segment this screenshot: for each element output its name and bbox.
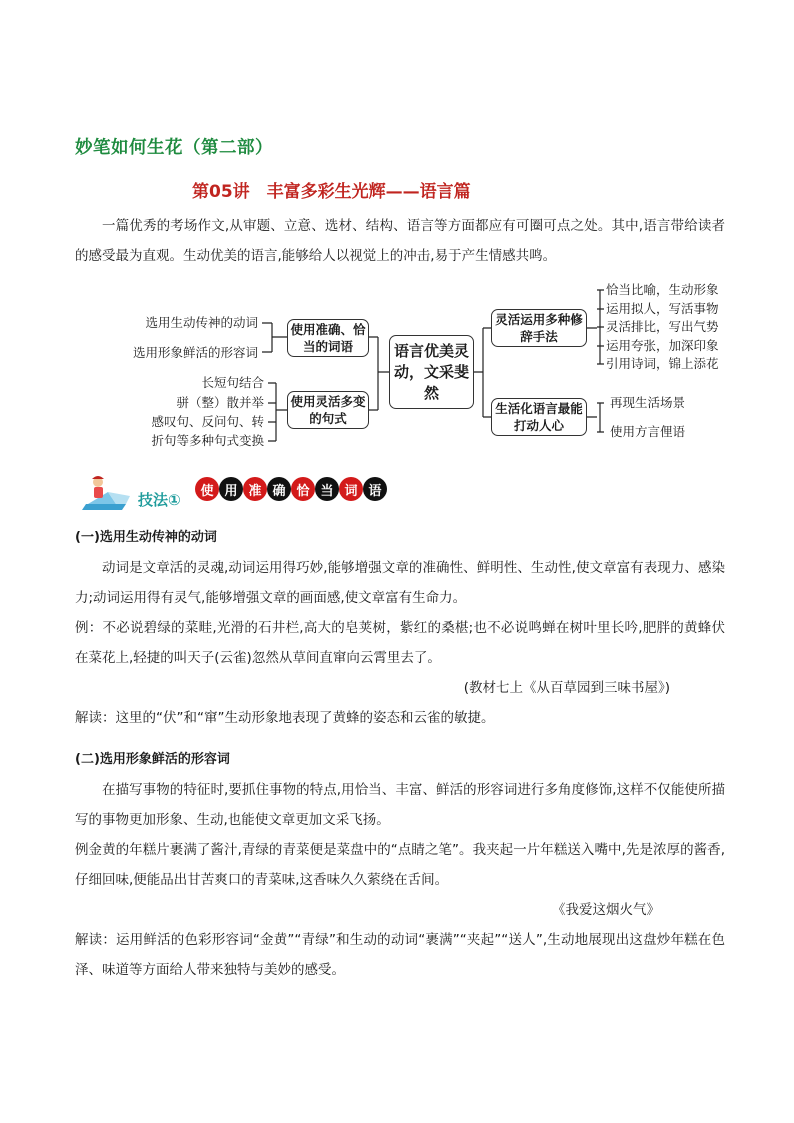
technique-char: 用 bbox=[219, 477, 243, 501]
leaf-life-scenes: 再现生活场景 bbox=[610, 395, 686, 410]
series-title: 妙笔如何生花（第二部） bbox=[75, 138, 273, 158]
technique-char: 准 bbox=[243, 477, 267, 501]
intro-text: 一篇优秀的考场作文,从审题、立意、选材、结构、语言等方面都应有可圈可点之处。其中,语言带给读者的感受最为直观。生动优美的语言,能够给人以视觉上的冲击,易于产生情感共鸣。 bbox=[75, 218, 725, 264]
leaf-quotation: 引用诗词，锦上添花 bbox=[606, 356, 719, 371]
technique-label: 技法① bbox=[138, 491, 181, 509]
leaf-adjectives: 选用形象鲜活的形容词 bbox=[132, 345, 258, 360]
leaf-dialect: 使用方言俚语 bbox=[610, 424, 686, 439]
node-rhetoric: 灵活运用多种修辞手法 bbox=[491, 309, 587, 347]
section-heading: (一)选用生动传神的动词 bbox=[75, 530, 217, 545]
section-analysis: 解读：运用鲜活的色彩形容词“金黄”“青绿”和生动的动词“裹满”“夹起”“送人”,生动地展现出这盘炒年糕在色泽、味道等方面给人带来独特与美妙的感受。 bbox=[75, 932, 725, 978]
node-everyday-language: 生活化语言最能打动人心 bbox=[491, 398, 587, 436]
node-center: 语言优美灵动，文采斐然 bbox=[389, 335, 474, 409]
leaf-exaggeration: 运用夸张，加深印象 bbox=[606, 338, 719, 353]
section-example: 例金黄的年糕片裹满了酱汁,青绿的青菜便是菜盘中的“点睛之笔”。我夹起一片年糕送入嘴中,先是浓厚的酱香,仔细回味,便能品出甘苦爽口的青菜味,这香味久久萦绕在舌间。 bbox=[75, 842, 725, 888]
technique-char: 确 bbox=[267, 477, 291, 501]
leaf-sentence-variation: 折句等多种句式变换 bbox=[151, 433, 264, 448]
technique-char: 词 bbox=[339, 477, 363, 501]
section-example: 例：不必说碧绿的菜畦,光滑的石井栏,高大的皂荚树，紫红的桑椹;也不必说鸣蝉在树叶里长吟,肥胖的黄蜂伏在菜花上,轻捷的叫天子(云雀)忽然从草间直窜向云霄里去了。 bbox=[75, 620, 725, 666]
section-body: 在描写事物的特征时,要抓住事物的特点,用恰当、丰富、鲜活的形容词进行多角度修饰,这样不仅能使所描写的事物更加形象、生动,也能使文章更加文采飞扬。 bbox=[75, 782, 725, 828]
section-heading: (二)选用形象鲜活的形容词 bbox=[75, 752, 230, 767]
leaf-parallelism: 灵活排比，写出气势 bbox=[606, 319, 719, 334]
section-analysis: 解读：这里的“伏”和“窜”生动形象地表现了黄蜂的姿态和云雀的敏捷。 bbox=[75, 710, 495, 726]
technique-char: 当 bbox=[315, 477, 339, 501]
leaf-long-short: 长短句结合 bbox=[201, 375, 264, 390]
node-accurate-words: 使用准确、恰当的词语 bbox=[287, 319, 369, 357]
leaf-personification: 运用拟人，写活事物 bbox=[606, 301, 719, 316]
leaf-verbs: 选用生动传神的动词 bbox=[145, 315, 258, 330]
technique-char: 恰 bbox=[291, 477, 315, 501]
section-source: (教材七上《从百草园到三味书屋》) bbox=[463, 680, 670, 696]
leaf-metaphor: 恰当比喻，生动形象 bbox=[606, 282, 719, 297]
section-verbs bbox=[75, 523, 725, 733]
reading-figure-icon bbox=[78, 474, 134, 514]
node-flexible-sentences: 使用灵活多变的句式 bbox=[287, 391, 369, 429]
technique-char: 使 bbox=[195, 477, 219, 501]
section-source: 《我爱这烟火气》 bbox=[552, 902, 660, 918]
lecture-title: 第05讲 丰富多彩生光辉——语言篇 bbox=[192, 182, 471, 202]
leaf-sentence-types: 感叹句、反问句、转 bbox=[151, 414, 264, 429]
section-adjectives bbox=[75, 745, 725, 985]
section-body: 动词是文章活的灵魂,动词运用得巧妙,能够增强文章的准确性、鲜明性、生动性,使文章富有表现力、感染力;动词运用得有灵气,能够增强文章的画面感,使文章富有生命力。 bbox=[75, 560, 725, 606]
technique-char: 语 bbox=[363, 477, 387, 501]
leaf-parallel-prose: 骈（整）散并举 bbox=[176, 395, 264, 410]
mind-map bbox=[0, 0, 794, 460]
